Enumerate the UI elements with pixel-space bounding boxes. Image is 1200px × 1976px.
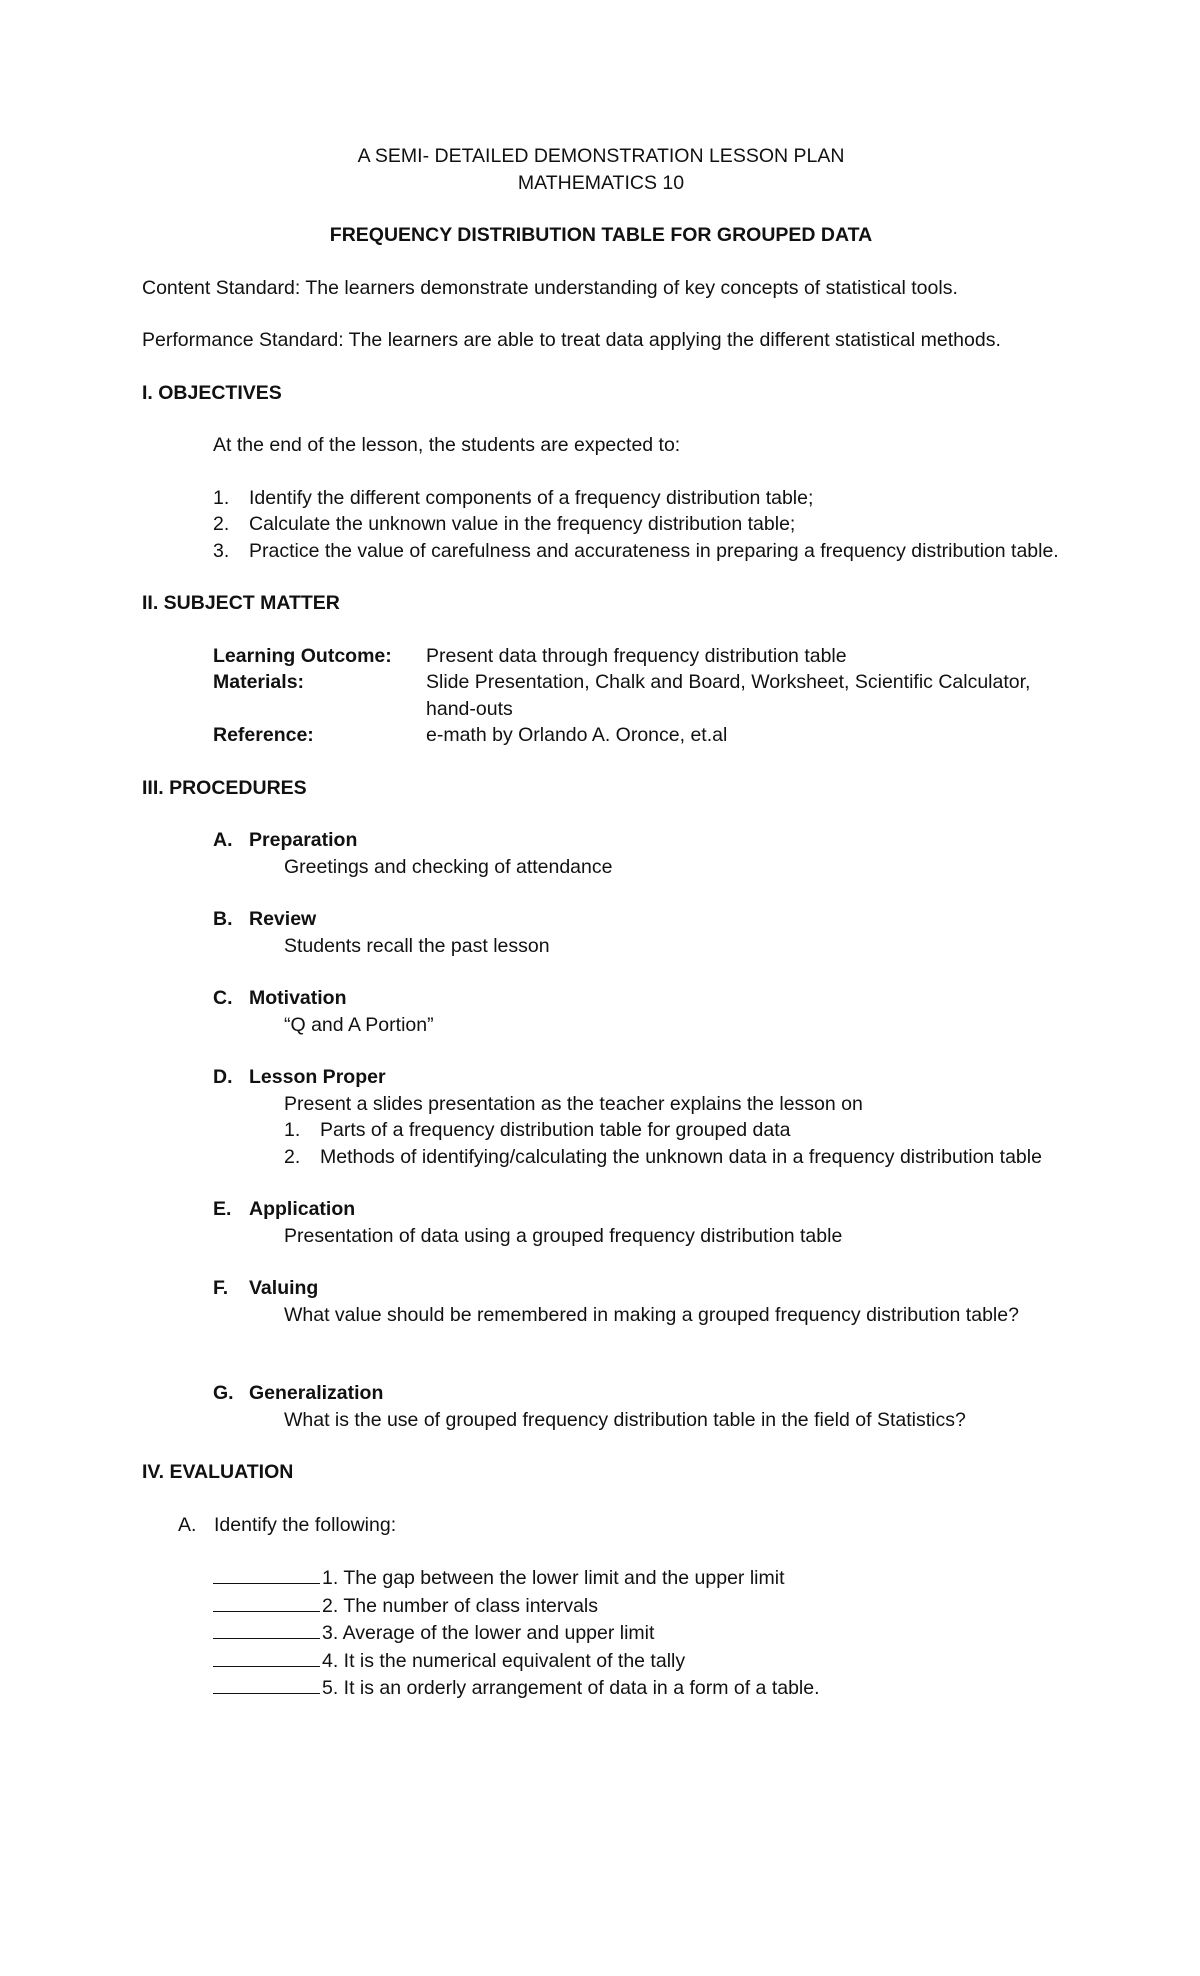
- reference-value: e-math by Orlando A. Oronce, et.al: [426, 724, 728, 746]
- doc-type-line: A SEMI- DETAILED DEMONSTRATION LESSON PLAN: [357, 145, 845, 167]
- performance-standard: Performance Standard: The learners are able to treat data applying the different statistical methods.: [142, 329, 1001, 351]
- answer-blank[interactable]: [213, 1674, 320, 1694]
- procedure-lesson-proper: D. Lesson Proper Present a slides presentation as the teacher explains the lesson on 1. Parts of a frequency distribution table for grouped data 2. Methods of identifying/calculating the unknown data in a frequency distribution table: [213, 1064, 1060, 1170]
- procedure-heading: Lesson Proper: [249, 1066, 386, 1088]
- subject-matter-table: [213, 643, 1060, 749]
- evaluation-item: 4. It is the numerical equivalent of the tally: [213, 1647, 1060, 1675]
- procedure-generalization: G. Generalization What is the use of grouped frequency distribution table in the field of Statistics?: [213, 1380, 1060, 1433]
- objectives-title: I. OBJECTIVES: [142, 381, 282, 404]
- procedure-heading: Valuing: [249, 1277, 319, 1299]
- procedure-heading: Motivation: [249, 987, 347, 1009]
- objectives-intro: At the end of the lesson, the students are expected to:: [213, 434, 681, 456]
- procedure-desc: Present a slides presentation as the teacher explains the lesson on: [284, 1092, 863, 1115]
- lesson-title: FREQUENCY DISTRIBUTION TABLE FOR GROUPED DATA: [329, 224, 873, 246]
- list-item: 1. Parts of a frequency distribution table for grouped data: [284, 1119, 791, 1141]
- subject-matter-title: II. SUBJECT MATTER: [142, 592, 340, 614]
- procedure-desc: Greetings and checking of attendance: [284, 855, 613, 878]
- subject-line: MATHEMATICS 10: [517, 171, 685, 194]
- procedure-valuing: F. Valuing What value should be remembered in making a grouped frequency distribution table?: [213, 1275, 1060, 1328]
- evaluation-part-a: A. Identify the following:: [178, 1512, 1060, 1539]
- procedure-desc: Presentation of data using a grouped frequency distribution table: [284, 1224, 843, 1247]
- evaluation-item: 1. The gap between the lower limit and the upper limit: [213, 1564, 1060, 1592]
- procedures-title: III. PROCEDURES: [142, 776, 307, 799]
- procedure-heading: Application: [249, 1198, 356, 1220]
- materials-value: Slide Presentation, Chalk and Board, Worksheet, Scientific Calculator, hand-outs: [426, 671, 1031, 720]
- evaluation-item: 2. The number of class intervals: [213, 1592, 1060, 1620]
- answer-blank[interactable]: [213, 1619, 320, 1639]
- list-item: 2. Calculate the unknown value in the frequency distribution table;: [213, 513, 796, 535]
- procedure-application: E. Application Presentation of data using a grouped frequency distribution table: [213, 1196, 1060, 1249]
- procedure-desc: “Q and A Portion”: [284, 1013, 434, 1036]
- lesson-plan-page: [142, 143, 1060, 1702]
- evaluation-items: [213, 1564, 1060, 1702]
- evaluation-item: 3. Average of the lower and upper limit: [213, 1619, 1060, 1647]
- procedure-desc: Students recall the past lesson: [284, 934, 550, 957]
- document-header: [142, 143, 1060, 196]
- list-item: 3. Practice the value of carefulness and accurateness in preparing a frequency distribution table.: [213, 539, 1059, 562]
- procedure-heading: Generalization: [249, 1382, 384, 1404]
- procedure-heading: Preparation: [249, 829, 358, 851]
- answer-blank[interactable]: [213, 1592, 320, 1612]
- answer-blank[interactable]: [213, 1564, 320, 1584]
- procedure-desc: What is the use of grouped frequency distribution table in the field of Statistics?: [284, 1408, 966, 1431]
- reference-label: Reference:: [213, 724, 314, 746]
- answer-blank[interactable]: [213, 1647, 320, 1667]
- lesson-proper-list: [213, 1117, 1060, 1170]
- procedure-preparation: A. Preparation Greetings and checking of attendance: [213, 827, 1060, 880]
- learning-outcome-label: Learning Outcome:: [213, 644, 392, 667]
- list-item: 2. Methods of identifying/calculating the unknown data in a frequency distribution table: [284, 1145, 1042, 1168]
- materials-label: Materials:: [213, 671, 305, 693]
- list-item: 1. Identify the different components of a frequency distribution table;: [213, 486, 814, 509]
- procedure-heading: Review: [249, 908, 317, 930]
- evaluation-title: IV. EVALUATION: [142, 1461, 294, 1483]
- procedure-review: B. Review Students recall the past lesson: [213, 906, 1060, 959]
- content-standard: Content Standard: The learners demonstrate understanding of key concepts of statistical tools.: [142, 276, 958, 299]
- evaluation-item: 5. It is an orderly arrangement of data in a form of a table.: [213, 1674, 1060, 1702]
- objectives-list: [142, 485, 1060, 565]
- procedure-desc: What value should be remembered in making a grouped frequency distribution table?: [284, 1303, 1019, 1326]
- procedure-motivation: C. Motivation “Q and A Portion”: [213, 985, 1060, 1038]
- learning-outcome-value: Present data through frequency distribution table: [426, 644, 847, 667]
- evaluation-instruction: Identify the following:: [214, 1513, 397, 1536]
